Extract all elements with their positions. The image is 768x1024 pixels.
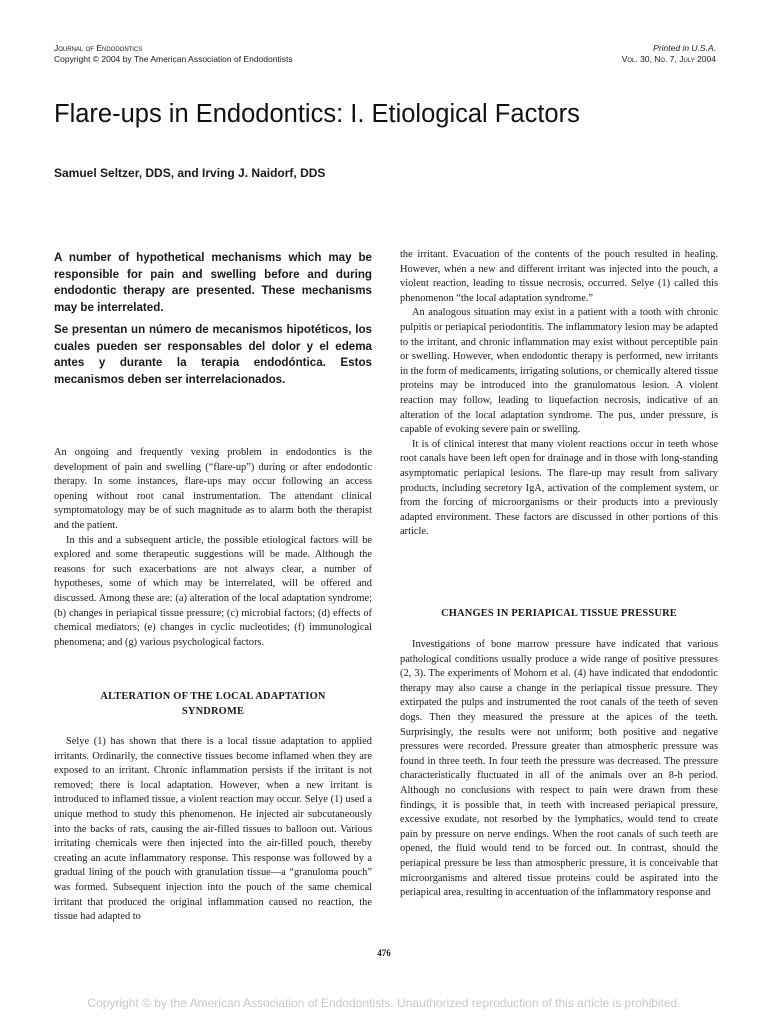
page-number: 476 — [377, 948, 391, 958]
paragraph: It is of clinical interest that many violent reactions occur in teeth whose root canals have been left open for drainage and in those with long-standing asymptomatic periapical lesions. The flare-up may result from salivary products, including secretory IgA, activation of the complement system, or from the forcing of microorganisms or their products into a previously adapted environment. These factors are discussed in other portions of this article. — [400, 438, 718, 538]
paragraph: In this and a subsequent article, the possible etiological factors will be explored and some therapeutic suggestions will be made. Although the reasons for such exacerbations are not always clear, a number of hypotheses, some of which may be interrelated, will be offered and discussed. Among these are: (a) alteration of the local adaptation syndrome; (b) changes in periapical tissue pressure; (c) microbial factors; (d) effects of chemical mediators; (e) changes in cyclic nucleotides; (f) immunological phenomena; and (g) various psychological factors. — [54, 534, 372, 648]
running-header-left — [54, 43, 293, 65]
paragraph: Investigations of bone marrow pressure have indicated that various pathological conditions usually produce a wide range of positive pressures (2, 3). The experiments of Mohorn et al. (4) have indicated that endodontic therapy may also cause a change in the periapical tissue pressure. They extirpated the pulps and instrumented the root canals of the teeth of seven dogs. Then they measured the pressure at the apices of the teeth. Surprisingly, the results were not uniform; both positive and negative pressures were recorded. Pressure greater than atmospheric pressure was found in three teeth. In four teeth the pressure was decreased. The pressure characteristically fluctuated in all of the animals over an 8-h period. Although no conclusions with respect to pain were drawn from these findings, it is possible that, in teeth with increased periapical pressure, excessive exudate, not resorbed by the lymphatics, would tend to create pain by pressure on nerve endings. When the root canals of such teeth are opened, the fluid would tend to be forced out. In contrast, should the periapical pressure be less than atmospheric pressure, it is conceivable that microorganisms and altered tissue proteins could be aspirated into the periapical area, resulting in accentuation of the inflammatory response and — [400, 639, 718, 899]
left-section — [54, 690, 372, 719]
section-heading: CHANGES IN PERIAPICAL TISSUE PRESSURE — [441, 608, 677, 619]
right-column-body-2 — [400, 638, 718, 901]
copyright-line: Copyright © 2004 by The American Association of Endodontists — [54, 54, 293, 64]
paragraph: Selye (1) has shown that there is a local tissue adaptation to applied irritants. Ordinarily, the connective tissues become inflamed when they are exposed to an irritant. Chronic inflammation persists if the irritant is not removed; there is local adaptation. However, when a new irritant is introduced to inflamed tissue, a violent reaction may occur. Selye (1) used a unique method to study this phenomenon. He injected air subcutaneously into the backs of rats, causing the air-filled tissues to balloon out. Various irritating chemicals were then injected into the air-filled pouch, thereby creating an acute inflammatory response. This response was followed by a gradual lining of the pouch with granulation tissue—a “granuloma pouch” was formed. Subsequent injection into the pouch of the same chemical irritant that produced the original inflammation caused no reaction, the tissue had adapted to — [54, 736, 372, 923]
journal-name: Journal of Endodontics — [54, 43, 143, 53]
printed-in: Printed in U.S.A. — [653, 43, 716, 53]
left-column-body — [54, 446, 372, 650]
volume-info: Vol. 30, No. 7, July 2004 — [621, 54, 716, 64]
authors: Samuel Seltzer, DDS, and Irving J. Naidorf, DDS — [54, 166, 326, 180]
paragraph: the irritant. Evacuation of the contents of the pouch resulted in healing. However, when a new and different irritant was injected into the pouch, a violent reaction, leading to tissue necrosis, occurred. Selye (1) called this phenomenon “the local adaptation syndrome.” — [400, 249, 718, 304]
right-column-body — [400, 248, 718, 540]
copyright-footer: Copyright © by the American Association of Endodontists. Unauthorized reproduction of this article is prohibited. — [87, 996, 681, 1010]
abstract — [54, 250, 372, 394]
left-column-body-2 — [54, 735, 372, 925]
article-title: Flare-ups in Endodontics: I. Etiological Factors — [54, 100, 580, 128]
paragraph: An analogous situation may exist in a patient with a tooth with chronic pulpitis or periapical periodontitis. The inflammatory lesion may be adapted to the irritant, and chronic inflammation may exist without perceptible pain or swelling. However, when endodontic therapy is performed, new irritants in the form of medicaments, irrigating solutions, or chemically altered tissue proteins may be introduced into the granulomatous lesion. A violent reaction may follow, leading to liquefaction necrosis, indicative of an alteration of the local adaptation syndrome. The pus, under pressure, is capable of evoking severe pain or swelling. — [400, 307, 718, 436]
abstract-english: A number of hypothetical mechanisms which may be responsible for pain and swelling before and during endodontic therapy are presented. These mechanisms may be interrelated. — [54, 251, 372, 314]
running-header-right — [622, 43, 716, 65]
abstract-spanish: Se presentan un número de mecanismos hipotéticos, los cuales pueden ser responsables del dolor y el edema antes y durante la terapia endodóntica. Estos mecanismos deben ser interrelacionados. — [54, 323, 372, 386]
paragraph: An ongoing and frequently vexing problem in endodontics is the development of pain and swelling (“flare-up”) during or after endodontic therapy. In some instances, flare-ups may occur following an access opening without root canal instrumentation. The attendant clinical symptomatology may be of such magnitude as to alarm both the therapist and the patient. — [54, 447, 372, 531]
right-section — [400, 607, 718, 622]
section-heading: ALTERATION OF THE LOCAL ADAPTATION SYNDROME — [100, 691, 326, 717]
